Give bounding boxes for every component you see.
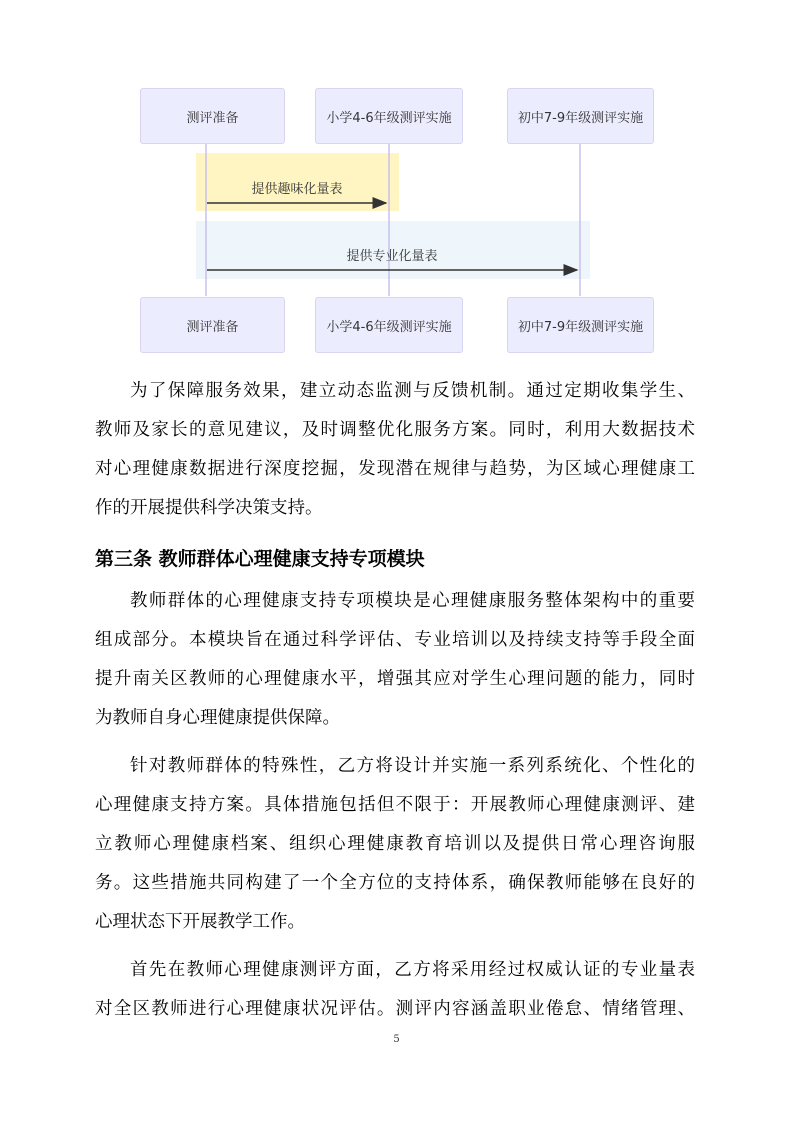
paragraph-1-line-3: 对心理健康数据进行深度挖掘，发现潜在规律与趋势，为区域心理健康工 <box>95 459 695 479</box>
paragraph-1-line-2: 教师及家长的意见建议，及时调整优化服务方案。同时，利用大数据技术 <box>95 420 695 440</box>
actor-top-1-label: 测评准备 <box>186 110 239 126</box>
actor-top-1 <box>140 88 285 144</box>
sequence-diagram <box>0 0 793 360</box>
paragraph-2 <box>95 582 695 738</box>
paragraph-1-line-4: 作的开展提供科学决策支持。 <box>95 498 323 518</box>
paragraph-4-line-1: 首先在教师心理健康测评方面，乙方将采用经过权威认证的专业量表 <box>130 960 695 980</box>
actor-bottom-1 <box>140 297 285 353</box>
paragraph-3-line-3: 立教师心理健康档案、组织心理健康教育培训以及提供日常心理咨询服 <box>95 834 695 854</box>
actor-bottom-1-label: 测评准备 <box>186 319 239 335</box>
paragraph-3-line-1: 针对教师群体的特殊性，乙方将设计并实施一系列系统化、个性化的 <box>130 756 695 776</box>
actor-bottom-2 <box>315 297 463 353</box>
paragraph-3-line-5: 心理状态下开展教学工作。 <box>95 912 305 932</box>
message-label-2: 提供专业化量表 <box>346 249 438 264</box>
actor-bottom-3-label: 初中7-9年级测评实施 <box>517 319 644 335</box>
message-label-1: 提供趣味化量表 <box>251 182 343 197</box>
section-heading: 第三条 教师群体心理健康支持专项模块 <box>95 548 425 570</box>
paragraph-2-line-4: 为教师自身心理健康提供保障。 <box>95 708 340 728</box>
paragraph-1-line-1: 为了保障服务效果，建立动态监测与反馈机制。通过定期收集学生、 <box>130 381 695 401</box>
actor-bottom-3 <box>507 297 654 353</box>
actor-bottom-2-label: 小学4-6年级测评实施 <box>326 319 452 335</box>
page-number: 5 <box>393 1034 400 1045</box>
paragraph-3-line-4: 务。这些措施共同构建了一个全方位的支持体系，确保教师能够在良好的 <box>95 873 695 893</box>
paragraph-4 <box>95 951 695 1029</box>
paragraph-2-line-1: 教师群体的心理健康支持专项模块是心理健康服务整体架构中的重要 <box>130 591 695 611</box>
paragraph-4-line-2: 对全区教师进行心理健康状况评估。测评内容涵盖职业倦怠、情绪管理、 <box>95 999 695 1019</box>
actor-top-3-label: 初中7-9年级测评实施 <box>517 110 644 126</box>
paragraph-2-line-2: 组成部分。本模块旨在通过科学评估、专业培训以及持续支持等手段全面 <box>95 630 695 650</box>
paragraph-1 <box>95 372 695 528</box>
actor-top-3 <box>507 88 654 144</box>
actor-top-2-label: 小学4-6年级测评实施 <box>326 110 452 126</box>
paragraph-2-line-3: 提升南关区教师的心理健康水平，增强其应对学生心理问题的能力，同时 <box>95 669 695 689</box>
paragraph-3 <box>95 747 695 942</box>
paragraph-3-line-2: 心理健康支持方案。具体措施包括但不限于：开展教师心理健康测评、建 <box>95 795 695 815</box>
actor-top-2 <box>315 88 463 144</box>
